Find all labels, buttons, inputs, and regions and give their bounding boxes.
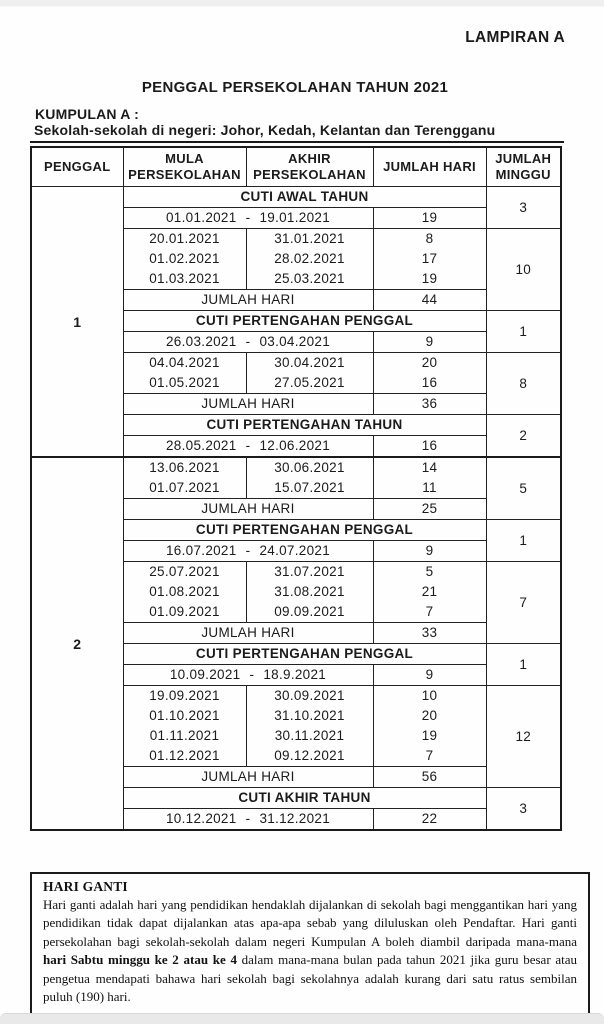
page-title: PENGGAL PERSEKOLAHAN TAHUN 2021: [141, 79, 449, 96]
date-range-cell: 10.09.2021 - 18.9.2021: [123, 665, 373, 686]
jumlah-minggu-cell: 1: [486, 520, 561, 562]
jumlah-minggu-cell: 3: [486, 788, 561, 831]
penggal-2-cell: 2: [31, 457, 123, 830]
date-range-cell: 28.05.2021 - 12.06.2021: [123, 436, 373, 458]
table-row: [31, 457, 561, 499]
section-cuti-pertengahan-tahun: CUTI PERTENGAHAN TAHUN: [123, 415, 486, 436]
table-header-row: [31, 147, 561, 187]
table-row: [31, 187, 561, 208]
section-cuti-awal-tahun: CUTI AWAL TAHUN: [123, 187, 486, 208]
section-cuti-pertengahan-penggal: CUTI PERTENGAHAN PENGGAL: [123, 311, 486, 332]
jumlah-hari-cell: 20 16: [373, 353, 486, 394]
jumlah-minggu-cell: 12: [486, 686, 561, 788]
scan-artifact-bottom-strip: [0, 1013, 604, 1024]
note-text-part1: Hari ganti adalah hari yang pendidikan hendaklah dijalankan di sekolah bagi menggantikan hari yang pendidikan tidak dapat dijalankan atas apa-apa sebab yang diluluskan oleh Pendaftar. Hari ganti persekolahan bagi sekolah-sekolah dalam negeri Kumpulan A boleh diambil daripada mana-mana: [43, 897, 577, 949]
akhir-dates-cell: 30.09.2021 31.10.2021 30.11.2021 09.12.2021: [246, 686, 373, 767]
jumlah-minggu-cell: 8: [486, 353, 561, 415]
jumlah-hari-label-cell: JUMLAH HARI: [123, 394, 373, 415]
date-range-cell: 01.01.2021 - 19.01.2021: [123, 208, 373, 229]
jumlah-hari-cell: 10 20 19 7: [373, 686, 486, 767]
section-cuti-pertengahan-penggal: CUTI PERTENGAHAN PENGGAL: [123, 644, 486, 665]
mula-dates-cell: 13.06.2021 01.07.2021: [123, 457, 246, 499]
jumlah-hari-cell: 14 11: [373, 457, 486, 499]
note-heading: HARI GANTI: [43, 879, 128, 894]
jumlah-hari-label-cell: JUMLAH HARI: [123, 623, 373, 644]
jumlah-minggu-cell: 10: [486, 229, 561, 311]
section-cuti-pertengahan-penggal: CUTI PERTENGAHAN PENGGAL: [123, 520, 486, 541]
section-cuti-akhir-tahun: CUTI AKHIR TAHUN: [123, 788, 486, 809]
jumlah-hari-cell: 19: [373, 208, 486, 229]
jumlah-hari-cell: 5 21 7: [373, 562, 486, 623]
jumlah-minggu-cell: 1: [486, 644, 561, 686]
penggal-1-cell: 1: [31, 187, 123, 458]
note-body: [43, 896, 577, 1007]
note-text-bold: hari Sabtu minggu ke 2 atau ke 4: [43, 952, 237, 968]
col-header-akhir-persekolahan: AKHIR PERSEKOLAHAN: [246, 147, 373, 187]
jumlah-hari-cell: 16: [373, 436, 486, 458]
group-subtitle: Sekolah-sekolah di negeri: Johor, Kedah, Kelantan dan Terengganu: [30, 122, 564, 143]
jumlah-hari-label-cell: JUMLAH HARI: [123, 290, 373, 311]
jumlah-hari-total-cell: 25: [373, 499, 486, 520]
jumlah-hari-total-cell: 44: [373, 290, 486, 311]
jumlah-minggu-cell: 3: [486, 187, 561, 229]
col-header-mula-persekolahan: MULA PERSEKOLAHAN: [123, 147, 246, 187]
jumlah-minggu-cell: 5: [486, 457, 561, 520]
mula-dates-cell: 04.04.2021 01.05.2021: [123, 353, 246, 394]
mula-dates-cell: 20.01.2021 01.02.2021 01.03.2021: [123, 229, 246, 290]
date-range-cell: 10.12.2021 - 31.12.2021: [123, 809, 373, 831]
school-term-table: [30, 146, 562, 831]
term-table-body: [31, 187, 561, 831]
akhir-dates-cell: 30.06.2021 15.07.2021: [246, 457, 373, 499]
jumlah-hari-total-cell: 36: [373, 394, 486, 415]
col-header-jumlah-hari: JUMLAH HARI: [373, 147, 486, 187]
jumlah-hari-cell: 22: [373, 809, 486, 831]
jumlah-hari-label-cell: JUMLAH HARI: [123, 767, 373, 788]
akhir-dates-cell: 31.07.2021 31.08.2021 09.09.2021: [246, 562, 373, 623]
date-range-cell: 16.07.2021 - 24.07.2021: [123, 541, 373, 562]
note-text-part2: dalam mana-mana bulan pada tahun 2021 jika guru besar atau pengetua mendapati bahawa hari sekolah bagi sekolahnya adalah kurang dari satu ratus sembilan puluh (190) hari.: [43, 952, 577, 1005]
jumlah-hari-label-cell: JUMLAH HARI: [123, 499, 373, 520]
col-header-jumlah-minggu: JUMLAH MINGGU: [486, 147, 561, 187]
jumlah-minggu-cell: 7: [486, 562, 561, 644]
scan-artifact-top-strip: [0, 0, 604, 7]
hari-ganti-note-box: [30, 872, 590, 1016]
jumlah-hari-total-cell: 56: [373, 767, 486, 788]
jumlah-hari-cell: 9: [373, 332, 486, 353]
akhir-dates-cell: 30.04.2021 27.05.2021: [246, 353, 373, 394]
col-header-penggal: PENGGAL: [31, 147, 123, 187]
mula-dates-cell: 19.09.2021 01.10.2021 01.11.2021 01.12.2021: [123, 686, 246, 767]
group-label: KUMPULAN A :: [35, 106, 140, 122]
jumlah-minggu-cell: 1: [486, 311, 561, 353]
date-range-cell: 26.03.2021 - 03.04.2021: [123, 332, 373, 353]
jumlah-hari-cell: 8 17 19: [373, 229, 486, 290]
corner-label: LAMPIRAN A: [465, 29, 565, 46]
jumlah-hari-cell: 9: [373, 665, 486, 686]
akhir-dates-cell: 31.01.2021 28.02.2021 25.03.2021: [246, 229, 373, 290]
jumlah-minggu-cell: 2: [486, 415, 561, 458]
jumlah-hari-cell: 9: [373, 541, 486, 562]
mula-dates-cell: 25.07.2021 01.08.2021 01.09.2021: [123, 562, 246, 623]
jumlah-hari-total-cell: 33: [373, 623, 486, 644]
